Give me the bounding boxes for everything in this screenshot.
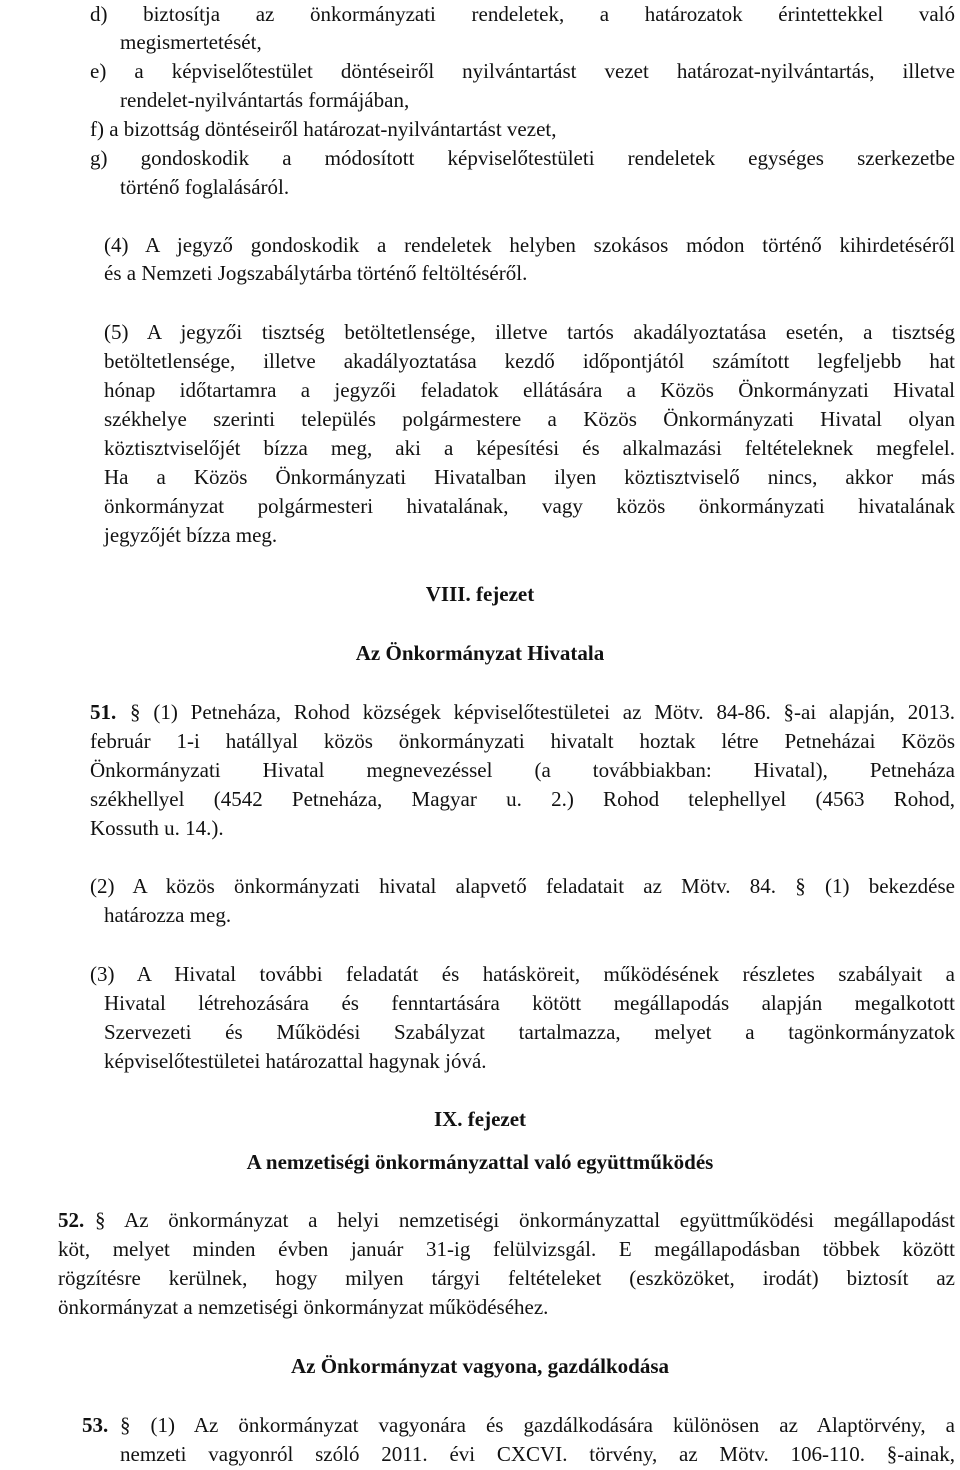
section-number: 51. xyxy=(90,700,117,724)
section-51-para-3-line: Hivatal létrehozására és fenntartására kötött megállapodás alapján megalkotott xyxy=(104,991,955,1015)
paragraph-4: (4) A jegyző gondoskodik a rendeletek helyben szokásos módon történő kihirdetéséről xyxy=(104,233,955,257)
list-item-g: g) gondoskodik a módosított képviselőtestületi rendeletek egységes szerkezetbe xyxy=(90,146,955,170)
section-51-para-2-cont: határozza meg. xyxy=(104,903,232,927)
section-51-para-1: § (1) Petneháza, Rohod községek képviselőtestületei az Mötv. 84-86. §-ai alapján, 2013. xyxy=(130,700,955,724)
paragraph-5-line: jegyzőjét bízza meg. xyxy=(104,523,278,547)
chapter-heading: VIII. fejezet xyxy=(425,582,535,606)
section-52-line: önkormányzat a nemzetiségi önkormányzat működéséhez. xyxy=(58,1295,549,1319)
section-53-line: nemzeti vagyonról szóló 2011. évi CXCVI. törvény, az Mötv. 106-110. §-ainak, xyxy=(120,1442,955,1466)
paragraph-5-line: betöltetlensége, illetve akadályoztatása kezdő időpontjától számított legfeljebb hat xyxy=(104,349,955,373)
paragraph-5-line: székhelye szerinti település polgármestere a Közös Önkormányzati Hivatal olyan xyxy=(104,407,955,431)
paragraph-5: (5) A jegyzői tisztség betöltetlensége, illetve tartós akadályoztatása esetén, a tisztség xyxy=(104,320,955,344)
section-51-para-1-line: Önkormányzati Hivatal megnevezéssel (a továbbiakban: Hivatal), Petneháza xyxy=(90,758,955,782)
list-item-d: d) biztosítja az önkormányzati rendeletek, a határozatok érintettekkel való xyxy=(90,2,955,26)
section-51-para-2: (2) A közös önkormányzati hivatal alapvető feladatait az Mötv. 84. § (1) bekezdése xyxy=(90,874,955,898)
section-52-text: § Az önkormányzat a helyi nemzetiségi önkormányzattal együttműködési megállapodást xyxy=(95,1208,955,1232)
list-item-d-cont: megismertetését, xyxy=(120,30,262,54)
paragraph-5-line: önkormányzat polgármesteri hivatalának, vagy közös önkormányzati hivatalának xyxy=(104,494,955,518)
section-51-para-1-line: február 1-i hatállyal közös önkormányzati hivatalt hoztak létre Petneházai Közös xyxy=(90,729,955,753)
section-51-para-1-line: székhellyel (4542 Petneháza, Magyar u. 2.) Rohod telephellyel (4563 Rohod, xyxy=(90,787,955,811)
paragraph-5-line: hónap időtartamra a jegyzői feladatok ellátására a Közös Önkormányzati Hivatal xyxy=(104,378,955,402)
list-item-e: e) a képviselőtestület döntéseiről nyilvántartást vezet határozat-nyilvántartás, illetve xyxy=(90,59,955,83)
paragraph-4-cont: és a Nemzeti Jogszabálytárba történő feltöltéséről. xyxy=(104,261,528,285)
section-51-para-1-line: Kossuth u. 14.). xyxy=(90,816,224,840)
paragraph-5-line: Ha a Közös Önkormányzati Hivatalban ilyen köztisztviselő nincs, akkor más xyxy=(104,465,955,489)
chapter-title: Az Önkormányzat Hivatala xyxy=(355,641,605,665)
section-number: 53. xyxy=(82,1413,109,1437)
section-51-para-3-line: Szervezeti és Működési Szabályzat tartalmazza, melyet a tagönkormányzatok xyxy=(104,1020,955,1044)
paragraph-5-line: köztisztviselőjét bízza meg, aki a képesítési és alkalmazási feltételeknek megfelel. xyxy=(104,436,955,460)
list-item-g-cont: történő foglalásáról. xyxy=(120,175,290,199)
section-52-line: rögzítésre kerülnek, hogy milyen tárgyi feltételeket (eszközöket, irodát) biztosít az xyxy=(58,1266,955,1290)
chapter-title: A nemzetiségi önkormányzattal való együttműködés xyxy=(246,1150,714,1174)
section-number: 52. xyxy=(58,1208,85,1232)
list-item-f: f) a bizottság döntéseiről határozat-nyilvántartást vezet, xyxy=(90,117,557,141)
section-51-para-3-line: képviselőtestületei határozattal hagynak jóvá. xyxy=(104,1049,487,1073)
section-52-line: köt, melyet minden évben január 31-ig felülvizsgál. E megállapodásban többek között xyxy=(58,1237,955,1261)
list-item-e-cont: rendelet-nyilvántartás formájában, xyxy=(120,88,410,112)
chapter-heading: IX. fejezet xyxy=(433,1107,527,1131)
section-51-para-3: (3) A Hivatal további feladatát és hatásköreit, működésének részletes szabályait a xyxy=(90,962,955,986)
section-53-text: § (1) Az önkormányzat vagyonára és gazdálkodására különösen az Alaptörvény, a xyxy=(120,1413,955,1437)
section-heading: Az Önkormányzat vagyona, gazdálkodása xyxy=(290,1354,670,1378)
